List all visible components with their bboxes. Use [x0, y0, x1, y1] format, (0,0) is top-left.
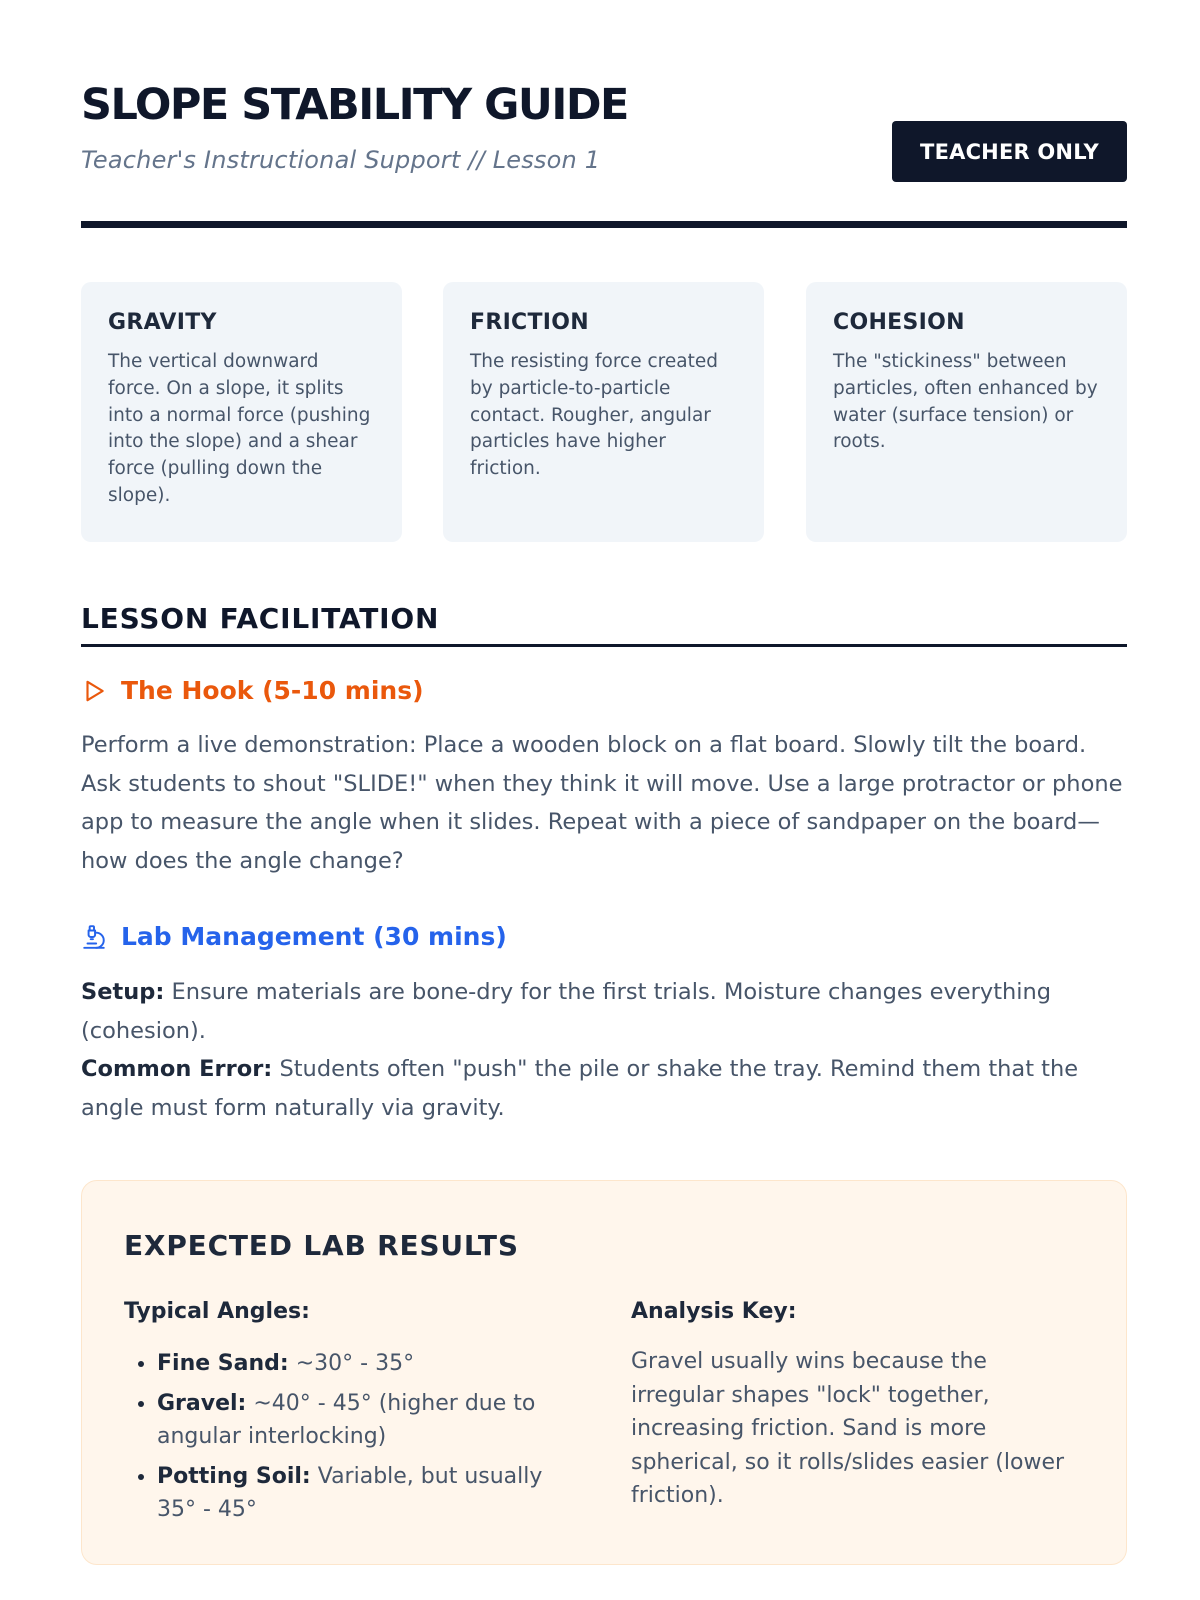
list-item: [157, 1347, 584, 1381]
concept-card-gravity: [81, 282, 402, 542]
common-error-text: [81, 1050, 1127, 1127]
list-item: [157, 1460, 584, 1527]
concept-text: The "stickiness" between particles, often enhanced by water (surface tension) or roots.: [833, 351, 1098, 453]
concept-text: The vertical downward force. On a slope, it splits into a normal force (pushing into the slope) and a shear force (pulling down the slope).: [108, 351, 371, 506]
typical-angles-heading: Typical Angles:: [124, 1299, 310, 1324]
angle-label: Fine Sand:: [157, 1351, 289, 1376]
page-subtitle: Teacher's Instructional Support // Lesson 1: [81, 146, 601, 174]
concept-card-cohesion: [806, 282, 1127, 542]
results-title: EXPECTED LAB RESULTS: [124, 1229, 519, 1262]
analysis-key-text: Gravel usually wins because the irregular shapes "lock" together, increasing friction. Sand is more spherical, so it rolls/slides easier (lower friction).: [631, 1349, 1065, 1508]
section-title-lesson-facilitation: LESSON FACILITATION: [81, 602, 440, 635]
concept-title: COHESION: [833, 310, 965, 335]
lab-heading-label: Lab Management (30 mins): [121, 922, 507, 951]
angle-value: ~30° - 35°: [295, 1351, 415, 1376]
setup-body: Ensure materials are bone-dry for the first trials. Moisture changes everything (cohesion).: [81, 979, 1052, 1044]
page-title: SLOPE STABILITY GUIDE: [81, 80, 628, 130]
concept-cards: [81, 282, 1127, 542]
header-divider: [81, 221, 1127, 228]
angle-label: Potting Soil:: [157, 1463, 311, 1489]
analysis-key-heading: Analysis Key:: [631, 1299, 797, 1324]
concept-title: FRICTION: [470, 310, 590, 335]
microscope-icon: [81, 924, 107, 950]
hook-text: Perform a live demonstration: Place a wooden block on a flat board. Slowly tilt the board. Ask students to shout "SLIDE!" when they think it will move. Use a large protractor or phone app to measure the angle when it slides. Repeat with a piece of sandpaper on the board—how does the angle change?: [81, 732, 1123, 874]
hook-heading: [81, 676, 424, 705]
concept-text: The resisting force created by particle-to-particle contact. Rougher, angular particles have higher friction.: [470, 351, 718, 480]
angle-value: Variable, but usually 35° - 45°: [157, 1463, 543, 1522]
header: [81, 0, 1127, 228]
angle-value: ~40° - 45° (higher due to angular interlocking): [157, 1390, 536, 1449]
list-item: [157, 1387, 584, 1454]
teacher-only-badge: TEACHER ONLY: [892, 121, 1127, 182]
concept-card-friction: [443, 282, 764, 542]
angle-label: Gravel:: [157, 1390, 247, 1416]
common-error-body: Students often "push" the pile or shake the tray. Remind them that the angle must form naturally via gravity.: [81, 1056, 1079, 1121]
concept-title: GRAVITY: [108, 310, 217, 335]
hook-heading-label: The Hook (5-10 mins): [121, 676, 424, 705]
setup-text: [81, 973, 1127, 1050]
play-icon: [81, 678, 107, 704]
common-error-label: Common Error:: [81, 1056, 273, 1082]
lab-heading: [81, 922, 507, 951]
setup-label: Setup:: [81, 979, 165, 1005]
page: [81, 0, 1127, 1522]
expected-results-box: [81, 1180, 1127, 1565]
typical-angles-list: [124, 1347, 584, 1533]
section-divider: [81, 644, 1127, 647]
